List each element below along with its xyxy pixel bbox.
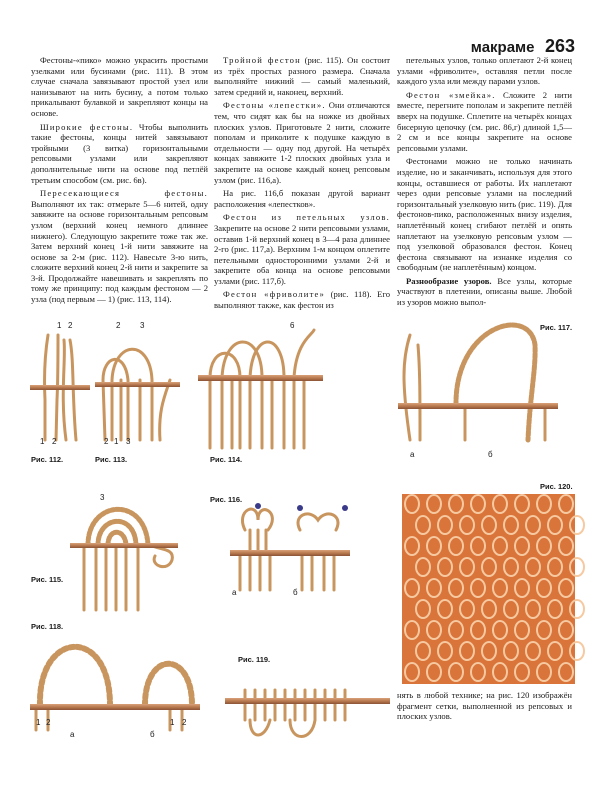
figure-caption: Рис. 112. [31,455,64,464]
mesh-loop [548,642,562,660]
paragraph-text: Чтобы выполнить такие фестоны, концы нитей завязывают тройными (3 витка) горизонтальными репсовыми узлами или закрепляют дополнительные нити на основе под петлёй третьим способом (см. рис. 6в). [31,121,208,185]
mesh-loop [515,495,529,513]
figure-caption: Рис. 119. [238,655,271,664]
figure-label: 3 [140,321,145,330]
mesh-loop [504,558,518,576]
mesh-loop [405,621,419,639]
figure-120-mesh [402,494,584,684]
figure-label: а [410,450,415,459]
subheading: Фестон «змейка». [406,89,496,100]
subheading: Фестоны «лепестки». [223,100,326,111]
mesh-loop [526,516,540,534]
figure-117-diagram [398,325,558,440]
figure-caption: Рис. 114. [210,455,243,464]
mesh-loop [416,516,430,534]
mesh-loop [537,663,551,681]
figure-caption: Рис. 116. [210,495,243,504]
mesh-loop [449,537,463,555]
mesh-loop [537,537,551,555]
figure-label: 3 [100,493,105,502]
figure-caption: Рис. 117. [540,323,573,332]
mesh-loop [526,600,540,618]
mesh-loop [570,516,584,534]
mesh-loop [515,537,529,555]
text-column-2 [214,55,390,314]
mesh-loop [537,579,551,597]
page-header [471,36,575,57]
mesh-loop [548,516,562,534]
mesh-loop [548,600,562,618]
figure-label: 2 [68,321,73,330]
figure-label: 2 [182,718,187,727]
mesh-loop [449,621,463,639]
figure-label: 2 [116,321,121,330]
figure-116-diagram [230,503,350,590]
paragraph: Фестоны-«пико» можно украсить простыми узелками или бусинами (рис. 111). В этом случае сначала завязывают простой узел или нанизывают на нить бусину, а потом только прикалывают булавкой и закрепляют концы на основе. [31,55,208,118]
mesh-loop [460,558,474,576]
mesh-loop [504,642,518,660]
mesh-loop [460,516,474,534]
subheading: Фестон «фриволите» [223,289,326,300]
paragraph [214,212,390,286]
figure-label: 2 [104,437,109,446]
mesh-loop [471,537,485,555]
mesh-loop [427,621,441,639]
figure-label: б [150,730,155,739]
mesh-loop [526,642,540,660]
paragraph: На рис. 116,б показан другой вариант расположения «лепестков». [214,188,390,209]
mesh-loop [570,642,584,660]
mesh-loop [427,495,441,513]
figure-113-diagram [95,349,180,440]
mesh-loop [427,663,441,681]
figure-label: 1 [40,437,45,446]
mesh-loop [405,495,419,513]
mesh-loop [405,663,419,681]
mesh-loop [471,579,485,597]
mesh-loop [482,642,496,660]
paragraph-text: (рис. 118). Его выполняют также, как фестон из [214,289,390,311]
mesh-loop [493,495,507,513]
figure-114-diagram [198,330,323,448]
mesh-loop [493,579,507,597]
figure-caption: Рис. 115. [31,575,64,584]
mesh-loop [482,600,496,618]
bottom-text: нять в любой технике; на рис. 120 изображён фрагмент сетки, выполненной из репсовых и плоских узлов. [397,690,572,722]
mesh-loop [559,663,573,681]
mesh-loop [570,558,584,576]
figure-caption: Рис. 113. [95,455,128,464]
figure-label: 2 [52,437,57,446]
mesh-loop [482,516,496,534]
figure-label: б [293,588,298,597]
subheading: Фестон из петельных узлов. [223,212,390,223]
subheading: Тройной фестон [223,55,301,65]
mesh-loop [405,579,419,597]
mesh-loop [570,600,584,618]
mesh-loop [559,537,573,555]
mesh-loop [449,495,463,513]
figure-label: а [70,730,75,739]
figure-112-diagram [30,335,90,440]
mesh-loop [460,642,474,660]
figure-label: 1 [36,718,41,727]
mesh-loop [471,621,485,639]
paragraph [397,90,572,154]
mesh-loop [537,621,551,639]
subheading: Пересекающиеся фестоны. [40,188,208,199]
mesh-loop [493,621,507,639]
mesh-loop [493,663,507,681]
mesh-loop [449,663,463,681]
mesh-loop [526,558,540,576]
mesh-loop [438,516,452,534]
figure-118-diagram [30,647,200,730]
mesh-loop [449,579,463,597]
paragraph [214,55,390,97]
paragraph: Фестонами можно не только начинать изделие, но и заканчивать, используя для этого концы, оставшиеся от работы. Их наплетают через одни репсовые узлами на последний горизонтальный узелковую нить (рис. 119). Для фестонов-пико, расположенных внизу изделия, наплетённый конец сгибают петлёй и опять наплетают на узелковую репсовым узлом — под узелковой образовался фестон. Конец фестона связывают на изнанке изделия со свободным (не наплетённым) концом. [397,156,573,273]
paragraph-text: Они отличаются тем, что сидят как бы на ножке из двойных плоских узлов. Приготовьте 2 нити, сложите пополам и приколите к подушке каждую в отдельности — одну под другой. На четырёх концах завяжите 1-2 плоских двойных узла и закрепите на основе каждый конец репсовым узлом (рис. 116,а). [214,100,390,185]
figure-label: 1 [170,718,175,727]
mesh-loop [427,579,441,597]
mesh-loop [559,621,573,639]
paragraph [31,122,208,186]
mesh-loop [438,558,452,576]
figure-caption: Рис. 120. [540,482,573,491]
subheading: Разнообразие узоров. [406,275,492,286]
mesh-loop [482,558,496,576]
paragraph [397,276,572,308]
paragraph-text: Закрепите на основе 2 нити репсовыми узлами, оставив 1-й верхний конец в 3—4 раза длиннее 2-го (рис. 117,а). Верхним 1-м концом оплетите петельными односторонними узлами 2-й и закрепите оба конца на основе репсовыми узлами (рис. 117,б). [214,222,390,286]
mesh-loop [559,579,573,597]
mesh-loop [471,495,485,513]
figure-label: 1 [57,321,62,330]
mesh-loop [493,537,507,555]
figure-label: б [488,450,493,459]
figure-label: а [232,588,237,597]
figure-119-diagram [225,690,390,737]
mesh-loop [504,516,518,534]
paragraph: петельных узлов, только оплетают 2-й конец узлами «фриволите», оставляя петли после каждого узла или между парами узлов. [397,55,572,87]
mesh-loop [504,600,518,618]
page-number: 263 [544,36,575,56]
mesh-loop [416,600,430,618]
mesh-loop [416,558,430,576]
paragraph-text: Сложите 2 нити вместе, перегните пополам и закрепите петлёй вверх на подушке. Сплетите на четырёх концах бисерную цепочку (см. рис. 86,г) длиной 1,5—2 см и все концы закрепите на основе репсовыми узлами. [397,89,573,153]
figure-label: 2 [46,718,51,727]
paragraph [31,188,208,305]
mesh-loop [427,537,441,555]
mesh-loop [537,495,551,513]
section-title: макраме [470,39,535,56]
paragraph-text: (рис. 115). Он состоит из трёх простых разного размера. Сначала выполняйте нижний — самый маленький, затем средний и, наконец, верхний. [214,55,390,97]
paragraph-text: Все узлы, которые участвуют в плетении, описаны выше. Любой из узоров можно выпол- [397,275,572,308]
figure-label: 6 [290,321,295,330]
figure-caption: Рис. 118. [31,622,64,631]
mesh-loop [460,600,474,618]
mesh-loop [548,558,562,576]
mesh-loop [515,579,529,597]
mesh-loop [559,495,573,513]
figure-115-diagram [70,509,178,610]
subheading: Широкие фестоны. [40,121,134,132]
text-column-3 [397,55,572,311]
figure-label: 3 [126,437,131,446]
mesh-loop [405,537,419,555]
paragraph [214,289,390,310]
mesh-loop [471,663,485,681]
paragraph-text: Выполняют их так: отмерьте 5—6 нитей, одну завяжите на основе горизонтальным репсовым узлом (верхний конец немного длиннее нижнего). Следующую закрепите тоже так же. Затем верхний конец 1-й нити завяжите на основе за 2-м (рис. 112). Навесьте 3-ю нить, сложите верхний конец 2-й нити и закрепите за 3-й. Продолжайте навешивать и закреплять по тому же принципу: под каждым фестоном — 2 узла (под первым — 1) (рис. 113, 114). [31,198,208,305]
figure-label: 1 [114,437,119,446]
paragraph [214,100,390,185]
mesh-loop [515,663,529,681]
mesh-loop [515,621,529,639]
mesh-loop [416,642,430,660]
mesh-loop [438,642,452,660]
mesh-loop [438,600,452,618]
text-column-1 [31,55,208,308]
